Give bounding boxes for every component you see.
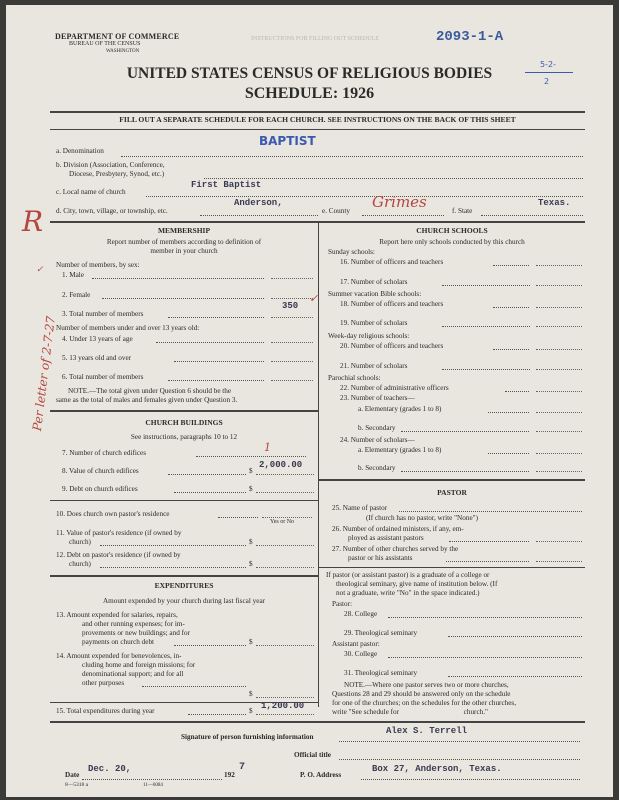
graduate-note-3: not a graduate, write "No" in the space indicated.)	[336, 589, 480, 597]
q5-over13-label: 5. 13 years old and over	[62, 354, 132, 362]
q17-answer[interactable]	[536, 285, 582, 286]
county-line	[362, 215, 444, 216]
parochial-schools-label: Parochial schools:	[328, 374, 381, 382]
q22-label: 22. Number of administrative officers	[340, 384, 449, 392]
q10-yes-no-hint: Yes or No	[270, 519, 295, 525]
q5-answer[interactable]	[271, 361, 313, 362]
state-label: f. State	[452, 207, 473, 215]
members-by-sex-label: Number of members, by sex:	[56, 261, 140, 269]
q23b-label: b. Secondary	[358, 424, 396, 432]
city-label: d. City, town, village, or township, etc.	[56, 207, 168, 215]
form-title: UNITED STATES CENSUS OF RELIGIOUS BODIES	[126, 65, 493, 82]
po-address-line	[361, 779, 580, 780]
q9-dots	[174, 492, 246, 493]
date-line	[82, 779, 222, 780]
q20-answer[interactable]	[536, 349, 582, 350]
q14-dollar: $	[249, 690, 253, 698]
margin-vertical-note: Per letter of 2-7-27	[30, 315, 58, 432]
q3-check-mark: ✓	[309, 292, 319, 305]
q12-label-1: 12. Debt on pastor's residence (if owned by	[56, 551, 181, 559]
q15-answer[interactable]: 1,200.00	[261, 701, 305, 711]
q3-answer-line	[271, 317, 313, 318]
q24-label: 24. Number of scholars—	[340, 436, 415, 444]
q12-dots	[100, 567, 246, 568]
pastor-note-1: NOTE.—Where one pastor serves two or more churches,	[344, 681, 509, 689]
q27-dots	[446, 561, 529, 562]
buildings-heading: CHURCH BUILDINGS	[145, 418, 223, 427]
q26-label-1: 26. Number of ordained ministers, if any, em-	[332, 525, 464, 533]
expenditures-heading: EXPENDITURES	[154, 581, 214, 590]
q23a-answer[interactable]	[536, 412, 582, 413]
q6-total-label: 6. Total number of members	[62, 373, 144, 381]
q24b-answer[interactable]	[536, 471, 582, 472]
q12-dollar: $	[249, 560, 253, 568]
q13-dollar: $	[249, 638, 253, 646]
q18-dots	[493, 307, 529, 308]
q24b-dots	[401, 471, 529, 472]
footer-rule	[50, 721, 585, 723]
graduate-note-1: If pastor (or assistant pastor) is a graduate of a college or	[326, 571, 490, 579]
local-name-line	[146, 196, 583, 197]
header-rule-bottom	[50, 129, 585, 130]
q4-under13-label: 4. Under 13 years of age	[62, 335, 133, 343]
q28-label: 28. College	[344, 610, 378, 618]
q19-dots	[442, 326, 530, 327]
q24a-dots	[488, 453, 529, 454]
q23b-dots	[401, 431, 529, 432]
q30-answer[interactable]	[388, 657, 582, 658]
q24b-label: b. Secondary	[358, 464, 396, 472]
schedule-stamp-number: 2093-1-A	[436, 29, 504, 45]
bureau-label: BUREAU OF THE CENSUS	[69, 41, 141, 47]
graduate-note-2: theological seminary, give name of institution below. (If	[336, 580, 498, 588]
signature-label: Signature of person furnishing information	[181, 733, 314, 741]
q17-label: 17. Number of scholars	[340, 278, 408, 286]
q26-dots	[449, 541, 529, 542]
q12-label-2: church)	[69, 560, 91, 568]
q13-label-4: payments on church debt	[82, 638, 155, 646]
official-title-line[interactable]	[339, 759, 580, 760]
q21-answer[interactable]	[536, 369, 582, 370]
printed-year: 192	[224, 771, 235, 779]
po-address-value[interactable]: Box 27, Anderson, Texas.	[372, 764, 502, 774]
q15-dollar: $	[249, 707, 253, 715]
schools-intro: Report here only schools conducted by this church	[379, 238, 525, 246]
q13-label-1: 13. Amount expended for salaries, repairs,	[56, 611, 178, 619]
q11-dots	[100, 545, 246, 546]
census-schedule-sheet	[6, 5, 613, 797]
q16-dots	[493, 265, 529, 266]
date-value[interactable]: Dec. 20,	[88, 764, 132, 774]
weekday-schools-label: Week-day religious schools:	[328, 332, 410, 340]
age-intro-label: Number of members under and over 13 years old:	[56, 324, 200, 332]
q7-answer[interactable]: 1	[264, 441, 271, 454]
q25-label: 25. Name of pastor	[332, 504, 388, 512]
q20-dots	[493, 349, 529, 350]
state-line	[481, 215, 583, 216]
q15-label: 15. Total expenditures during year	[56, 707, 155, 715]
q8-label: 8. Value of church edifices	[62, 467, 139, 475]
q17-dots	[442, 285, 530, 286]
form-instruction: FILL OUT A SEPARATE SCHEDULE FOR EACH CHURCH. SEE INSTRUCTIONS ON THE BACK OF THIS SHEET	[119, 115, 516, 124]
margin-r-mark: R	[22, 205, 44, 238]
pastor-note-2: Questions 28 and 29 should be answered only on the schedule	[332, 690, 511, 698]
q27-answer[interactable]	[536, 561, 582, 562]
q9-label: 9. Debt on church edifices	[62, 485, 138, 493]
q20-label: 20. Number of officers and teachers	[340, 342, 444, 350]
pastor-note-4: write "See schedule for church."	[332, 708, 488, 716]
print-code: 11—6084	[143, 783, 163, 788]
q14-label-2: cluding home and foreign missions; for	[82, 661, 196, 669]
q21-label: 21. Number of scholars	[340, 362, 408, 370]
q14-dots	[142, 686, 246, 687]
q15-dots	[188, 714, 246, 715]
city-line	[200, 215, 318, 216]
q25-answer[interactable]	[399, 511, 582, 512]
county-value[interactable]: Grimes	[372, 193, 427, 211]
pastor-sublabel: Pastor:	[332, 600, 352, 608]
schools-rule	[319, 479, 585, 481]
q10-dots	[218, 517, 258, 518]
local-name-value[interactable]: First Baptist	[191, 180, 262, 190]
q1-male-label: 1. Male	[62, 271, 84, 279]
q14-label-3: denominational support; and for all	[82, 670, 184, 678]
state-value[interactable]: Texas.	[538, 198, 571, 208]
q24a-answer[interactable]	[536, 453, 582, 454]
q22-dots	[505, 391, 529, 392]
q28-answer[interactable]	[388, 617, 582, 618]
q4-answer[interactable]	[271, 342, 313, 343]
department-label: DEPARTMENT OF COMMERCE	[55, 32, 180, 41]
q23b-answer[interactable]	[536, 431, 582, 432]
official-title-label: Official title	[294, 751, 331, 759]
q2-dots	[102, 298, 264, 299]
q23-label: 23. Number of teachers—	[340, 394, 415, 402]
division-label-2: Diocese, Presbytery, Synod, etc.)	[69, 170, 165, 178]
q31-answer[interactable]	[448, 676, 582, 677]
membership-heading: MEMBERSHIP	[157, 226, 211, 235]
signature-value[interactable]: Alex S. Terrell	[386, 726, 468, 736]
q19-label: 19. Number of scholars	[340, 319, 408, 327]
division-line	[204, 178, 583, 179]
margin-check-mark: ✓	[36, 265, 44, 275]
assistant-pastor-sublabel: Assistant pastor:	[332, 640, 380, 648]
header-rule-top	[50, 111, 585, 113]
q11-dollar: $	[249, 538, 253, 546]
q26-label-2: ployed as assistant pastors	[348, 534, 424, 542]
q1-dots	[92, 278, 264, 279]
membership-note-1: NOTE.—The total given under Question 6 should be the	[68, 387, 232, 395]
city-value[interactable]: Anderson,	[234, 198, 283, 208]
membership-note-2: same as the total of males and females given under Question 3.	[56, 396, 238, 404]
q23a-label: a. Elementary (grades 1 to 8)	[358, 405, 442, 413]
q29-answer[interactable]	[448, 636, 582, 637]
q31-label: 31. Theological seminary	[344, 669, 418, 677]
q7-dots	[196, 456, 306, 457]
denomination-label: a. Denomination	[56, 147, 104, 155]
q29-label: 29. Theological seminary	[344, 629, 418, 637]
pastor-mid-rule	[319, 567, 585, 568]
written-year-digit[interactable]: 7	[239, 762, 246, 773]
corner-number-1: 5-2-	[540, 60, 556, 69]
q13-label-2: and other running expenses; for im-	[82, 620, 185, 628]
q12-answer[interactable]	[256, 567, 314, 568]
denomination-line	[121, 156, 583, 157]
q11-label-2: church)	[69, 538, 91, 546]
q14-label-4: other purposes	[82, 679, 125, 687]
q27-label-1: 27. Number of other churches served by the	[332, 545, 459, 553]
pastor-heading: PASTOR	[437, 488, 467, 497]
membership-rule	[50, 410, 318, 412]
schools-heading: CHURCH SCHOOLS	[416, 226, 488, 235]
q14-answer[interactable]	[256, 697, 314, 698]
expenditures-intro: Amount expended by your church during last fiscal year	[102, 597, 266, 605]
q13-label-3: provements or new buildings; and for	[82, 629, 190, 637]
q14-label-1: 14. Amount expended for benevolences, in-	[56, 652, 182, 660]
buildings-rule	[50, 575, 318, 577]
q9-dollar: $	[249, 485, 253, 493]
q8-dollar: $	[249, 467, 253, 475]
membership-intro-1: Report number of members according to definition of	[106, 238, 262, 246]
q18-answer[interactable]	[536, 307, 582, 308]
denomination-value[interactable]: BAPTIST	[259, 134, 316, 148]
q7-label: 7. Number of church edifices	[62, 449, 147, 457]
q24a-label: a. Elementary (grades 1 to 8)	[358, 446, 442, 454]
q3-total-label: 3. Total number of members	[62, 310, 144, 318]
q6-answer[interactable]	[271, 380, 313, 381]
signature-line	[339, 741, 580, 742]
q16-answer[interactable]	[536, 265, 582, 266]
q22-answer[interactable]	[536, 391, 582, 392]
summer-schools-label: Summer vacation Bible schools:	[328, 290, 422, 298]
q8-dots	[168, 474, 246, 475]
q8-answer-line	[256, 474, 314, 475]
buildings-mid-rule	[50, 500, 318, 501]
q25-note: (If church has no pastor, write "None")	[366, 514, 478, 522]
q2-answer[interactable]	[271, 298, 313, 299]
q9-answer[interactable]	[256, 492, 314, 493]
sunday-schools-label: Sunday schools:	[328, 248, 375, 256]
form-subtitle: SCHEDULE: 1926	[244, 85, 375, 102]
q18-label: 18. Number of officers and teachers	[340, 300, 444, 308]
q27-label-2: pastor or his assistants	[348, 554, 413, 562]
q15-answer-line	[256, 714, 314, 715]
local-name-label: c. Local name of church	[56, 188, 126, 196]
q26-answer[interactable]	[536, 541, 582, 542]
corner-number-2: 2	[544, 77, 550, 86]
q23a-dots	[488, 412, 529, 413]
q21-dots	[442, 369, 530, 370]
q13-answer[interactable]	[256, 645, 314, 646]
q8-answer[interactable]: 2,000.00	[259, 460, 303, 470]
pastor-note-3: for one of the churches; on the schedules for the other churches,	[332, 699, 517, 707]
q4-dots	[156, 342, 264, 343]
q3-answer[interactable]: 350	[282, 301, 299, 311]
q10-label: 10. Does church own pastor's residence	[56, 510, 170, 518]
buildings-intro: See instructions, paragraphs 10 to 12	[130, 433, 238, 441]
q11-answer[interactable]	[256, 545, 314, 546]
faint-bleed-text: INSTRUCTIONS FOR FILLING OUT SCHEDULE	[251, 36, 379, 42]
po-address-label: P. O. Address	[300, 771, 342, 779]
q3-dots	[168, 317, 264, 318]
q16-label: 16. Number of officers and teachers	[340, 258, 444, 266]
q1-answer[interactable]	[271, 278, 313, 279]
q2-female-label: 2. Female	[62, 291, 91, 299]
division-label-1: b. Division (Association, Conference,	[56, 161, 165, 169]
q30-label: 30. College	[344, 650, 378, 658]
q5-dots	[174, 361, 264, 362]
q6-dots	[168, 380, 264, 381]
form-code: 8—5318 a	[65, 782, 89, 788]
q10-answer[interactable]	[262, 517, 312, 518]
county-label: e. County	[322, 207, 350, 215]
q19-answer[interactable]	[536, 326, 582, 327]
city-label: WASHINGTON	[106, 49, 140, 54]
q13-dots	[174, 645, 246, 646]
q11-label-1: 11. Value of pastor's residence (if owned by	[56, 529, 182, 537]
date-label: Date	[65, 771, 80, 779]
membership-intro-2: member in your church	[150, 247, 218, 255]
